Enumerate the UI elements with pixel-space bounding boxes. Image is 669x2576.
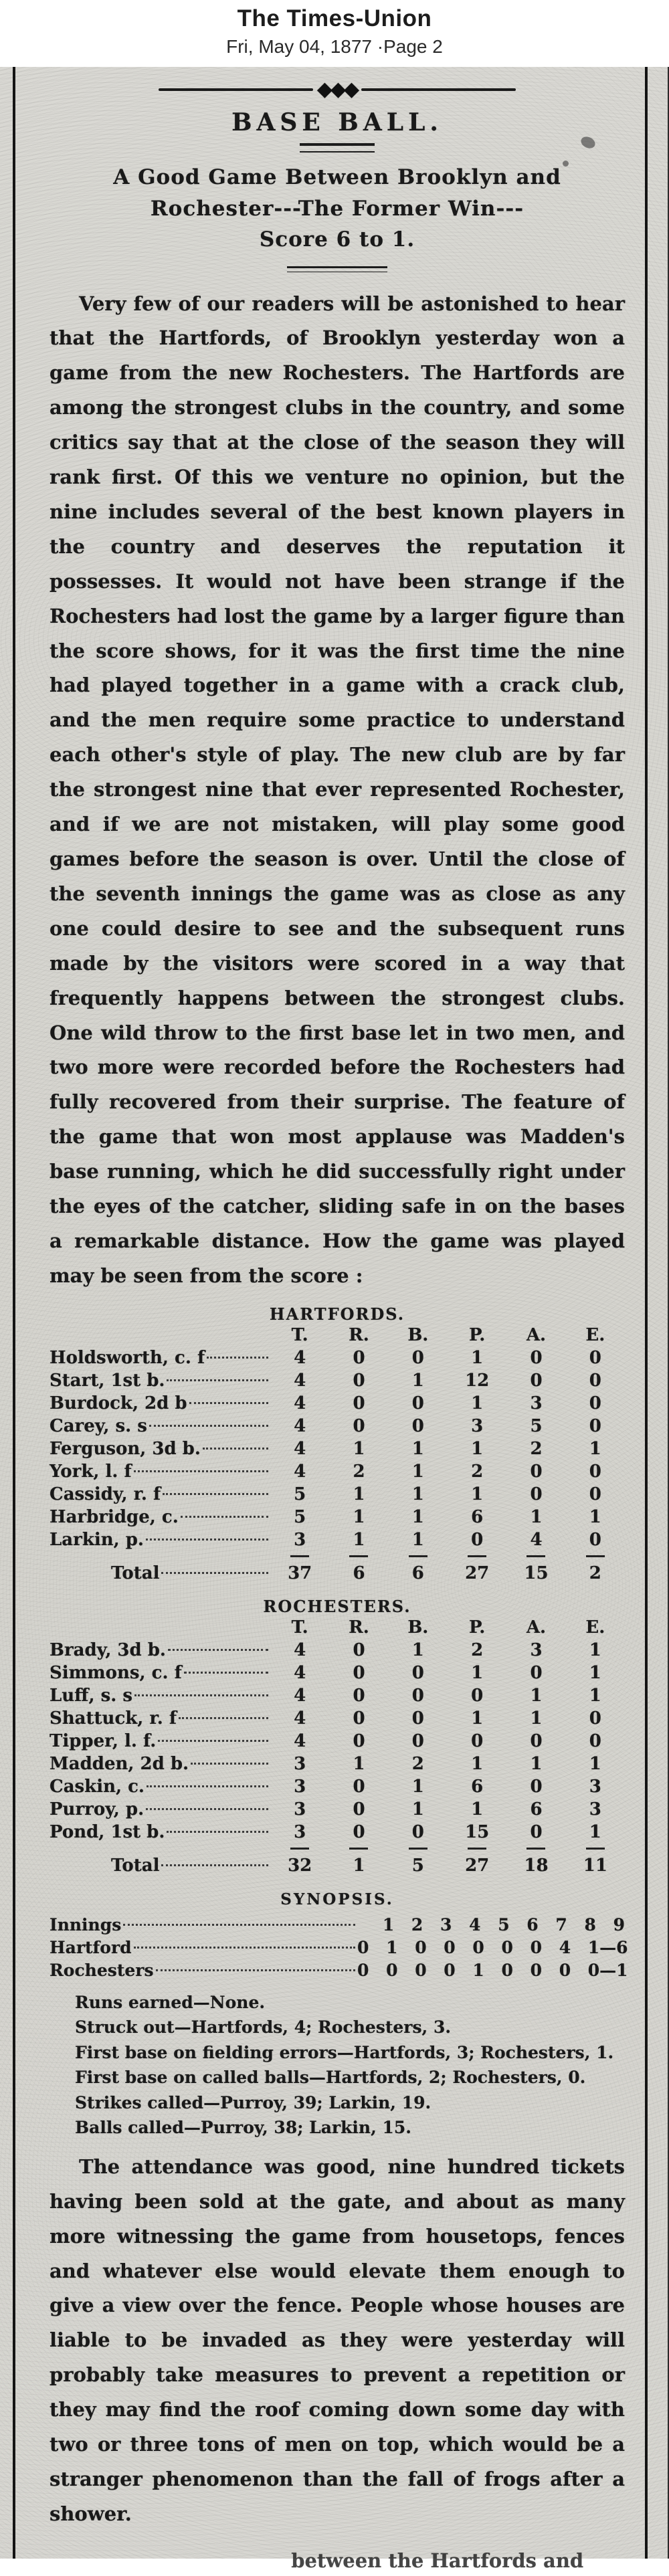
col-header-B: B. bbox=[407, 1324, 429, 1345]
score-by-innings bbox=[50, 1914, 628, 1982]
stat-A: 0 bbox=[530, 1821, 543, 1842]
total-B: 5 bbox=[389, 1853, 448, 1878]
stat-A: 1 bbox=[530, 1753, 543, 1774]
publication-title: The Times-Union bbox=[237, 5, 432, 31]
total-T: 32 bbox=[270, 1853, 329, 1878]
stat-B: 1 bbox=[411, 1776, 424, 1797]
column-rule-right bbox=[645, 67, 648, 2559]
dot-leader bbox=[207, 1357, 268, 1359]
innings-row bbox=[50, 1914, 625, 1937]
small-divider bbox=[300, 143, 375, 153]
stat-B: 1 bbox=[411, 1529, 424, 1550]
stat-B: 0 bbox=[411, 1730, 424, 1751]
player-name-cell bbox=[50, 1415, 270, 1438]
stat-P: 1 bbox=[471, 1753, 484, 1774]
stat-E: 3 bbox=[589, 1799, 601, 1819]
stat-R: 1 bbox=[353, 1506, 365, 1527]
headline-line-2: Rochester---The Former Win--- bbox=[150, 196, 524, 221]
col-header-R: R. bbox=[349, 1617, 369, 1638]
dot-leader bbox=[147, 1785, 268, 1787]
team-title-hartfords: HARTFORDS. bbox=[269, 1304, 405, 1324]
player-name: Caskin, c. bbox=[50, 1776, 145, 1797]
synopsis-note: Runs earned—None. bbox=[75, 1992, 266, 2012]
stat-B: 1 bbox=[411, 1640, 424, 1660]
box-score-row bbox=[50, 1639, 625, 1662]
stat-B: 1 bbox=[411, 1484, 424, 1504]
col-header-A: A. bbox=[526, 1617, 547, 1638]
dot-leader bbox=[134, 1694, 268, 1696]
stat-A: 1 bbox=[530, 1708, 543, 1728]
innings-digits: 0 0 0 0 1 0 0 0 0—1 bbox=[357, 1960, 628, 1980]
dot-leader bbox=[134, 1947, 355, 1949]
stat-R: 0 bbox=[353, 1640, 365, 1660]
stat-T: 4 bbox=[294, 1708, 306, 1728]
player-name-cell bbox=[50, 1684, 270, 1707]
player-name-cell bbox=[50, 1662, 270, 1684]
stat-T: 4 bbox=[294, 1685, 306, 1706]
stat-T: 3 bbox=[294, 1799, 306, 1819]
stat-E: 1 bbox=[589, 1753, 601, 1774]
stat-R: 0 bbox=[353, 1730, 365, 1751]
stat-P: 3 bbox=[471, 1415, 484, 1436]
stat-P: 0 bbox=[471, 1685, 484, 1706]
total-A: 15 bbox=[506, 1561, 565, 1586]
stat-R: 0 bbox=[353, 1821, 365, 1842]
stat-R: 0 bbox=[353, 1662, 365, 1683]
col-header-A: A. bbox=[526, 1324, 547, 1345]
dot-leader bbox=[167, 1379, 268, 1381]
dot-leader bbox=[181, 1516, 268, 1518]
stat-A: 0 bbox=[530, 1484, 543, 1504]
stat-R: 0 bbox=[353, 1776, 365, 1797]
total-R: 6 bbox=[329, 1561, 388, 1586]
total-P: 27 bbox=[448, 1853, 506, 1878]
clipping-header bbox=[0, 0, 669, 67]
player-name: Holdsworth, c. f bbox=[50, 1347, 205, 1368]
ornament-divider bbox=[159, 78, 515, 101]
box-score-row bbox=[50, 1753, 625, 1775]
synopsis-note: First base on fielding errors—Hartfords, 3; Rochesters, 1. bbox=[75, 2042, 614, 2062]
player-name-cell bbox=[50, 1639, 270, 1662]
player-name: Purroy, p. bbox=[50, 1799, 145, 1819]
stat-R: 1 bbox=[353, 1438, 365, 1459]
stat-P: 6 bbox=[471, 1506, 484, 1527]
player-name-cell bbox=[50, 1730, 270, 1753]
small-divider bbox=[287, 266, 387, 272]
box-score-row bbox=[50, 1438, 625, 1460]
stat-B: 0 bbox=[411, 1685, 424, 1706]
box-score-row bbox=[50, 1415, 625, 1438]
stat-E: 0 bbox=[589, 1708, 601, 1728]
total-label-cell bbox=[50, 1853, 270, 1878]
stat-A: 0 bbox=[530, 1662, 543, 1683]
intro-paragraph: Very few of our readers will be astonished to hear that the Hartfords, of Brooklyn yesterday won a game from the new Rochesters. The Hartfords are among the strongest clubs in the country, and some critics say that at the close of the season they will rank first. Of this we venture no opinion, but the nine includes several of the best known players in the country and deserves the reputation it possesses. It would not have been strange if the Rochesters had lost the game by a larger figure than the score shows, for it was the first time the nine had played together in a game with a crack club, and the men require some practice to understand each other's style of play. The new club are by far the strongest nine that ever represented Rochester, and if we are not mistaken, will play some good games before the season is over. Until the close of the seventh innings the game was as close as any one could desire to see and the subsequent runs made by the visitors were scored in a way that frequently happens between the strongest clubs. One wild throw to the first base let in two men, and two more were recorded before the Rochesters had fully recovered from their surprise. The feature of the game that won most applause was Madden's base running, which he did successfully right under the eyes of the catcher, sliding safe in on the bases a remarkable distance. How the game was played may be seen from the score : bbox=[50, 292, 625, 1287]
player-name: Luff, s. s bbox=[50, 1685, 133, 1706]
ornament-bar bbox=[361, 88, 515, 91]
box-score-row bbox=[50, 1707, 625, 1730]
innings-label-cell bbox=[50, 1914, 357, 1937]
box-score-header-row bbox=[50, 1325, 625, 1345]
stat-P: 1 bbox=[471, 1347, 484, 1368]
stat-A: 2 bbox=[530, 1438, 543, 1459]
stat-E: 1 bbox=[589, 1506, 601, 1527]
rochesters-table bbox=[50, 1617, 625, 1878]
cut-off-text: between the Hartfords and bbox=[291, 2549, 584, 2572]
ink-speck bbox=[563, 161, 569, 167]
player-name: Carey, s. s bbox=[50, 1415, 147, 1436]
innings-digits: 0 1 0 0 0 0 0 4 1—6 bbox=[357, 1937, 628, 1957]
stat-R: 0 bbox=[353, 1685, 365, 1706]
stat-E: 0 bbox=[589, 1461, 601, 1482]
stat-B: 0 bbox=[411, 1821, 424, 1842]
section-title: BASE BALL. bbox=[231, 108, 443, 136]
stat-B: 1 bbox=[411, 1799, 424, 1819]
stat-E: 0 bbox=[589, 1529, 601, 1550]
innings-digits: 1 2 3 4 5 6 7 8 9 bbox=[382, 1914, 625, 1935]
stat-A: 6 bbox=[530, 1799, 543, 1819]
hartfords-table bbox=[50, 1325, 625, 1586]
stat-E: 3 bbox=[589, 1776, 601, 1797]
stat-B: 1 bbox=[411, 1506, 424, 1527]
cut-off-line bbox=[50, 2543, 625, 2572]
stat-B: 0 bbox=[411, 1415, 424, 1436]
stat-A: 5 bbox=[530, 1415, 543, 1436]
player-name-cell bbox=[50, 1528, 270, 1551]
player-name: Larkin, p. bbox=[50, 1529, 144, 1550]
stat-P: 6 bbox=[471, 1776, 484, 1797]
stat-E: 1 bbox=[589, 1438, 601, 1459]
box-score-row bbox=[50, 1506, 625, 1528]
stat-E: 0 bbox=[589, 1415, 601, 1436]
stat-R: 2 bbox=[353, 1461, 365, 1482]
dot-leader bbox=[146, 1539, 268, 1541]
total-B: 6 bbox=[389, 1561, 448, 1586]
team-title-rochesters: ROCHESTERS. bbox=[263, 1596, 411, 1616]
player-name: Pond, 1st b. bbox=[50, 1821, 165, 1842]
total-label: Total bbox=[111, 1855, 160, 1876]
dot-leader bbox=[123, 1924, 355, 1926]
headline-line-1: A Good Game Between Brooklyn and bbox=[113, 165, 561, 189]
article-headline bbox=[50, 162, 625, 256]
box-score-header-row bbox=[50, 1617, 625, 1638]
player-name: Shattuck, r. f bbox=[50, 1708, 177, 1728]
player-name-cell bbox=[50, 1460, 270, 1483]
stat-A: 0 bbox=[530, 1776, 543, 1797]
publication-dateline: Fri, May 04, 1877 ·Page 2 bbox=[226, 36, 443, 57]
synopsis-notes bbox=[50, 1990, 625, 2141]
stat-P: 1 bbox=[471, 1438, 484, 1459]
stat-P: 1 bbox=[471, 1393, 484, 1413]
synopsis-note: Struck out—Hartfords, 4; Rochesters, 3. bbox=[75, 2017, 452, 2038]
stat-P: 2 bbox=[471, 1461, 484, 1482]
stat-E: 0 bbox=[589, 1484, 601, 1504]
player-name: Cassidy, r. f bbox=[50, 1484, 161, 1504]
stat-B: 0 bbox=[411, 1393, 424, 1413]
stat-P: 2 bbox=[471, 1640, 484, 1660]
col-header-P: P. bbox=[469, 1617, 486, 1638]
box-score-total-row bbox=[50, 1561, 625, 1586]
stat-R: 0 bbox=[353, 1370, 365, 1391]
stat-E: 1 bbox=[589, 1821, 601, 1842]
stat-T: 4 bbox=[294, 1461, 306, 1482]
stat-T: 5 bbox=[294, 1484, 306, 1504]
stat-R: 0 bbox=[353, 1799, 365, 1819]
box-score-row bbox=[50, 1347, 625, 1369]
total-E: 2 bbox=[566, 1561, 625, 1586]
stat-P: 1 bbox=[471, 1799, 484, 1819]
player-name-cell bbox=[50, 1753, 270, 1775]
player-name: Simmons, c. f bbox=[50, 1662, 182, 1683]
stat-P: 12 bbox=[465, 1370, 490, 1391]
stat-E: 0 bbox=[589, 1730, 601, 1751]
total-R: 1 bbox=[329, 1853, 388, 1878]
innings-label-cell bbox=[50, 1937, 357, 1959]
player-name-cell bbox=[50, 1483, 270, 1506]
col-header-P: P. bbox=[469, 1324, 486, 1345]
player-name-cell bbox=[50, 1775, 270, 1798]
box-score-row bbox=[50, 1460, 625, 1483]
dot-leader bbox=[184, 1672, 268, 1674]
innings-label: Hartford bbox=[50, 1937, 132, 1957]
stat-A: 1 bbox=[530, 1685, 543, 1706]
synopsis-note: Balls called—Purroy, 38; Larkin, 15. bbox=[75, 2118, 412, 2138]
box-score-row bbox=[50, 1730, 625, 1753]
stat-T: 4 bbox=[294, 1640, 306, 1660]
stat-R: 0 bbox=[353, 1708, 365, 1728]
box-score-row bbox=[50, 1684, 625, 1707]
innings-label: Rochesters bbox=[50, 1960, 154, 1980]
stat-A: 0 bbox=[530, 1730, 543, 1751]
col-header-R: R. bbox=[349, 1324, 369, 1345]
synopsis-section bbox=[50, 1890, 628, 2141]
col-header-T: T. bbox=[291, 1617, 308, 1638]
stat-B: 1 bbox=[411, 1438, 424, 1459]
total-E: 11 bbox=[566, 1853, 625, 1878]
dot-leader bbox=[156, 1969, 355, 1971]
stat-A: 3 bbox=[530, 1640, 543, 1660]
stat-P: 1 bbox=[471, 1662, 484, 1683]
stat-R: 0 bbox=[353, 1415, 365, 1436]
stat-B: 1 bbox=[411, 1461, 424, 1482]
stat-A: 0 bbox=[530, 1347, 543, 1368]
dot-leader bbox=[191, 1763, 268, 1765]
col-header-T: T. bbox=[291, 1324, 308, 1345]
col-header-E: E. bbox=[585, 1324, 605, 1345]
stat-R: 1 bbox=[353, 1529, 365, 1550]
dot-leader bbox=[203, 1448, 268, 1450]
player-name: Madden, 2d b. bbox=[50, 1753, 189, 1774]
player-name-cell bbox=[50, 1506, 270, 1528]
innings-row bbox=[50, 1937, 628, 1959]
stat-E: 1 bbox=[589, 1640, 601, 1660]
stat-R: 0 bbox=[353, 1347, 365, 1368]
stat-T: 4 bbox=[294, 1662, 306, 1683]
box-score-row bbox=[50, 1369, 625, 1392]
player-name: Harbridge, c. bbox=[50, 1506, 179, 1527]
stat-T: 4 bbox=[294, 1393, 306, 1413]
total-A: 18 bbox=[506, 1853, 565, 1878]
newspaper-scan bbox=[0, 67, 669, 2572]
total-T: 37 bbox=[270, 1561, 329, 1586]
player-name-cell bbox=[50, 1347, 270, 1369]
player-name-cell bbox=[50, 1707, 270, 1730]
player-name-cell bbox=[50, 1821, 270, 1844]
dot-leader bbox=[179, 1717, 268, 1719]
innings-label: Innings bbox=[50, 1914, 122, 1935]
hartfords-rows bbox=[50, 1347, 625, 1551]
stat-P: 15 bbox=[465, 1821, 490, 1842]
dot-leader bbox=[158, 1740, 268, 1742]
stat-R: 1 bbox=[353, 1753, 365, 1774]
stat-P: 1 bbox=[471, 1484, 484, 1504]
stat-E: 0 bbox=[589, 1370, 601, 1391]
stat-T: 4 bbox=[294, 1370, 306, 1391]
player-name-cell bbox=[50, 1392, 270, 1415]
stat-E: 1 bbox=[589, 1662, 601, 1683]
dot-leader bbox=[161, 1864, 268, 1866]
stat-T: 5 bbox=[294, 1506, 306, 1527]
stat-T: 3 bbox=[294, 1529, 306, 1550]
stat-T: 4 bbox=[294, 1438, 306, 1459]
synopsis-note: First base on called balls—Hartfords, 2; Rochesters, 0. bbox=[75, 2068, 586, 2088]
innings-row bbox=[50, 1959, 628, 1982]
stat-A: 0 bbox=[530, 1461, 543, 1482]
total-label: Total bbox=[111, 1563, 160, 1583]
total-P: 27 bbox=[448, 1561, 506, 1586]
stat-B: 0 bbox=[411, 1708, 424, 1728]
stat-T: 3 bbox=[294, 1753, 306, 1774]
stat-B: 0 bbox=[411, 1662, 424, 1683]
stat-A: 1 bbox=[530, 1506, 543, 1527]
dot-leader bbox=[161, 1572, 268, 1574]
stat-T: 4 bbox=[294, 1730, 306, 1751]
stat-T: 4 bbox=[294, 1415, 306, 1436]
innings-label-cell bbox=[50, 1959, 357, 1982]
stat-P: 1 bbox=[471, 1708, 484, 1728]
stat-B: 1 bbox=[411, 1370, 424, 1391]
synopsis-title: SYNOPSIS. bbox=[280, 1890, 394, 1908]
stat-E: 0 bbox=[589, 1347, 601, 1368]
synopsis-note: Strikes called—Purroy, 39; Larkin, 19. bbox=[75, 2092, 432, 2112]
stat-E: 0 bbox=[589, 1393, 601, 1413]
box-score-row bbox=[50, 1392, 625, 1415]
box-score-row bbox=[50, 1662, 625, 1684]
stat-P: 0 bbox=[471, 1529, 484, 1550]
box-score-row bbox=[50, 1775, 625, 1798]
rochesters-rows bbox=[50, 1639, 625, 1844]
stat-T: 3 bbox=[294, 1776, 306, 1797]
dot-leader bbox=[134, 1470, 268, 1472]
box-score-row bbox=[50, 1821, 625, 1844]
box-score-rochesters bbox=[50, 1597, 625, 1878]
col-header-B: B. bbox=[407, 1617, 429, 1638]
stat-A: 0 bbox=[530, 1370, 543, 1391]
stat-A: 4 bbox=[530, 1529, 543, 1550]
stat-R: 0 bbox=[353, 1393, 365, 1413]
box-score-row bbox=[50, 1483, 625, 1506]
box-score-total-row bbox=[50, 1853, 625, 1878]
player-name: York, l. f bbox=[50, 1461, 132, 1482]
ornament-bar bbox=[159, 88, 312, 91]
headline-line-3: Score 6 to 1. bbox=[259, 227, 415, 252]
player-name: Brady, 3d b. bbox=[50, 1640, 166, 1660]
dot-leader bbox=[146, 1808, 268, 1810]
dot-leader bbox=[149, 1425, 268, 1427]
dot-leader bbox=[167, 1831, 268, 1833]
stat-T: 4 bbox=[294, 1347, 306, 1368]
player-name: Ferguson, 3d b. bbox=[50, 1438, 201, 1459]
player-name-cell bbox=[50, 1438, 270, 1460]
dot-leader bbox=[168, 1649, 268, 1651]
dot-leader bbox=[189, 1402, 268, 1404]
player-name: Tipper, l. f. bbox=[50, 1730, 157, 1751]
player-name: Start, 1st b. bbox=[50, 1370, 165, 1391]
player-name: Burdock, 2d b bbox=[50, 1393, 187, 1413]
stat-E: 1 bbox=[589, 1685, 601, 1706]
dot-leader bbox=[163, 1493, 268, 1495]
box-score-row bbox=[50, 1528, 625, 1551]
col-header-E: E. bbox=[585, 1617, 605, 1638]
stat-T: 3 bbox=[294, 1821, 306, 1842]
box-score-hartfords bbox=[50, 1304, 625, 1586]
player-name-cell bbox=[50, 1798, 270, 1821]
ink-speck bbox=[579, 134, 597, 151]
stat-A: 3 bbox=[530, 1393, 543, 1413]
stat-B: 0 bbox=[411, 1347, 424, 1368]
column-rule-left bbox=[13, 67, 15, 2559]
diamonds-icon: ◆◆◆ bbox=[316, 78, 358, 101]
stat-R: 1 bbox=[353, 1484, 365, 1504]
box-score-row bbox=[50, 1798, 625, 1821]
stat-B: 2 bbox=[411, 1753, 424, 1774]
stat-P: 0 bbox=[471, 1730, 484, 1751]
total-label-cell bbox=[50, 1561, 270, 1586]
player-name-cell bbox=[50, 1369, 270, 1392]
closing-paragraph: The attendance was good, nine hundred tickets having been sold at the gate, and about as many more witnessing the game from housetops, fences and whatever else would elevate them enough to give a view over the fence. People whose houses are liable to be invaded as they were yesterday will probably take measures to prevent a repetition or they may find the roof coming down some day with two or three tons of men on top, which would be a stranger phenomenon than the fall of frogs after a shower. bbox=[50, 2155, 625, 2525]
